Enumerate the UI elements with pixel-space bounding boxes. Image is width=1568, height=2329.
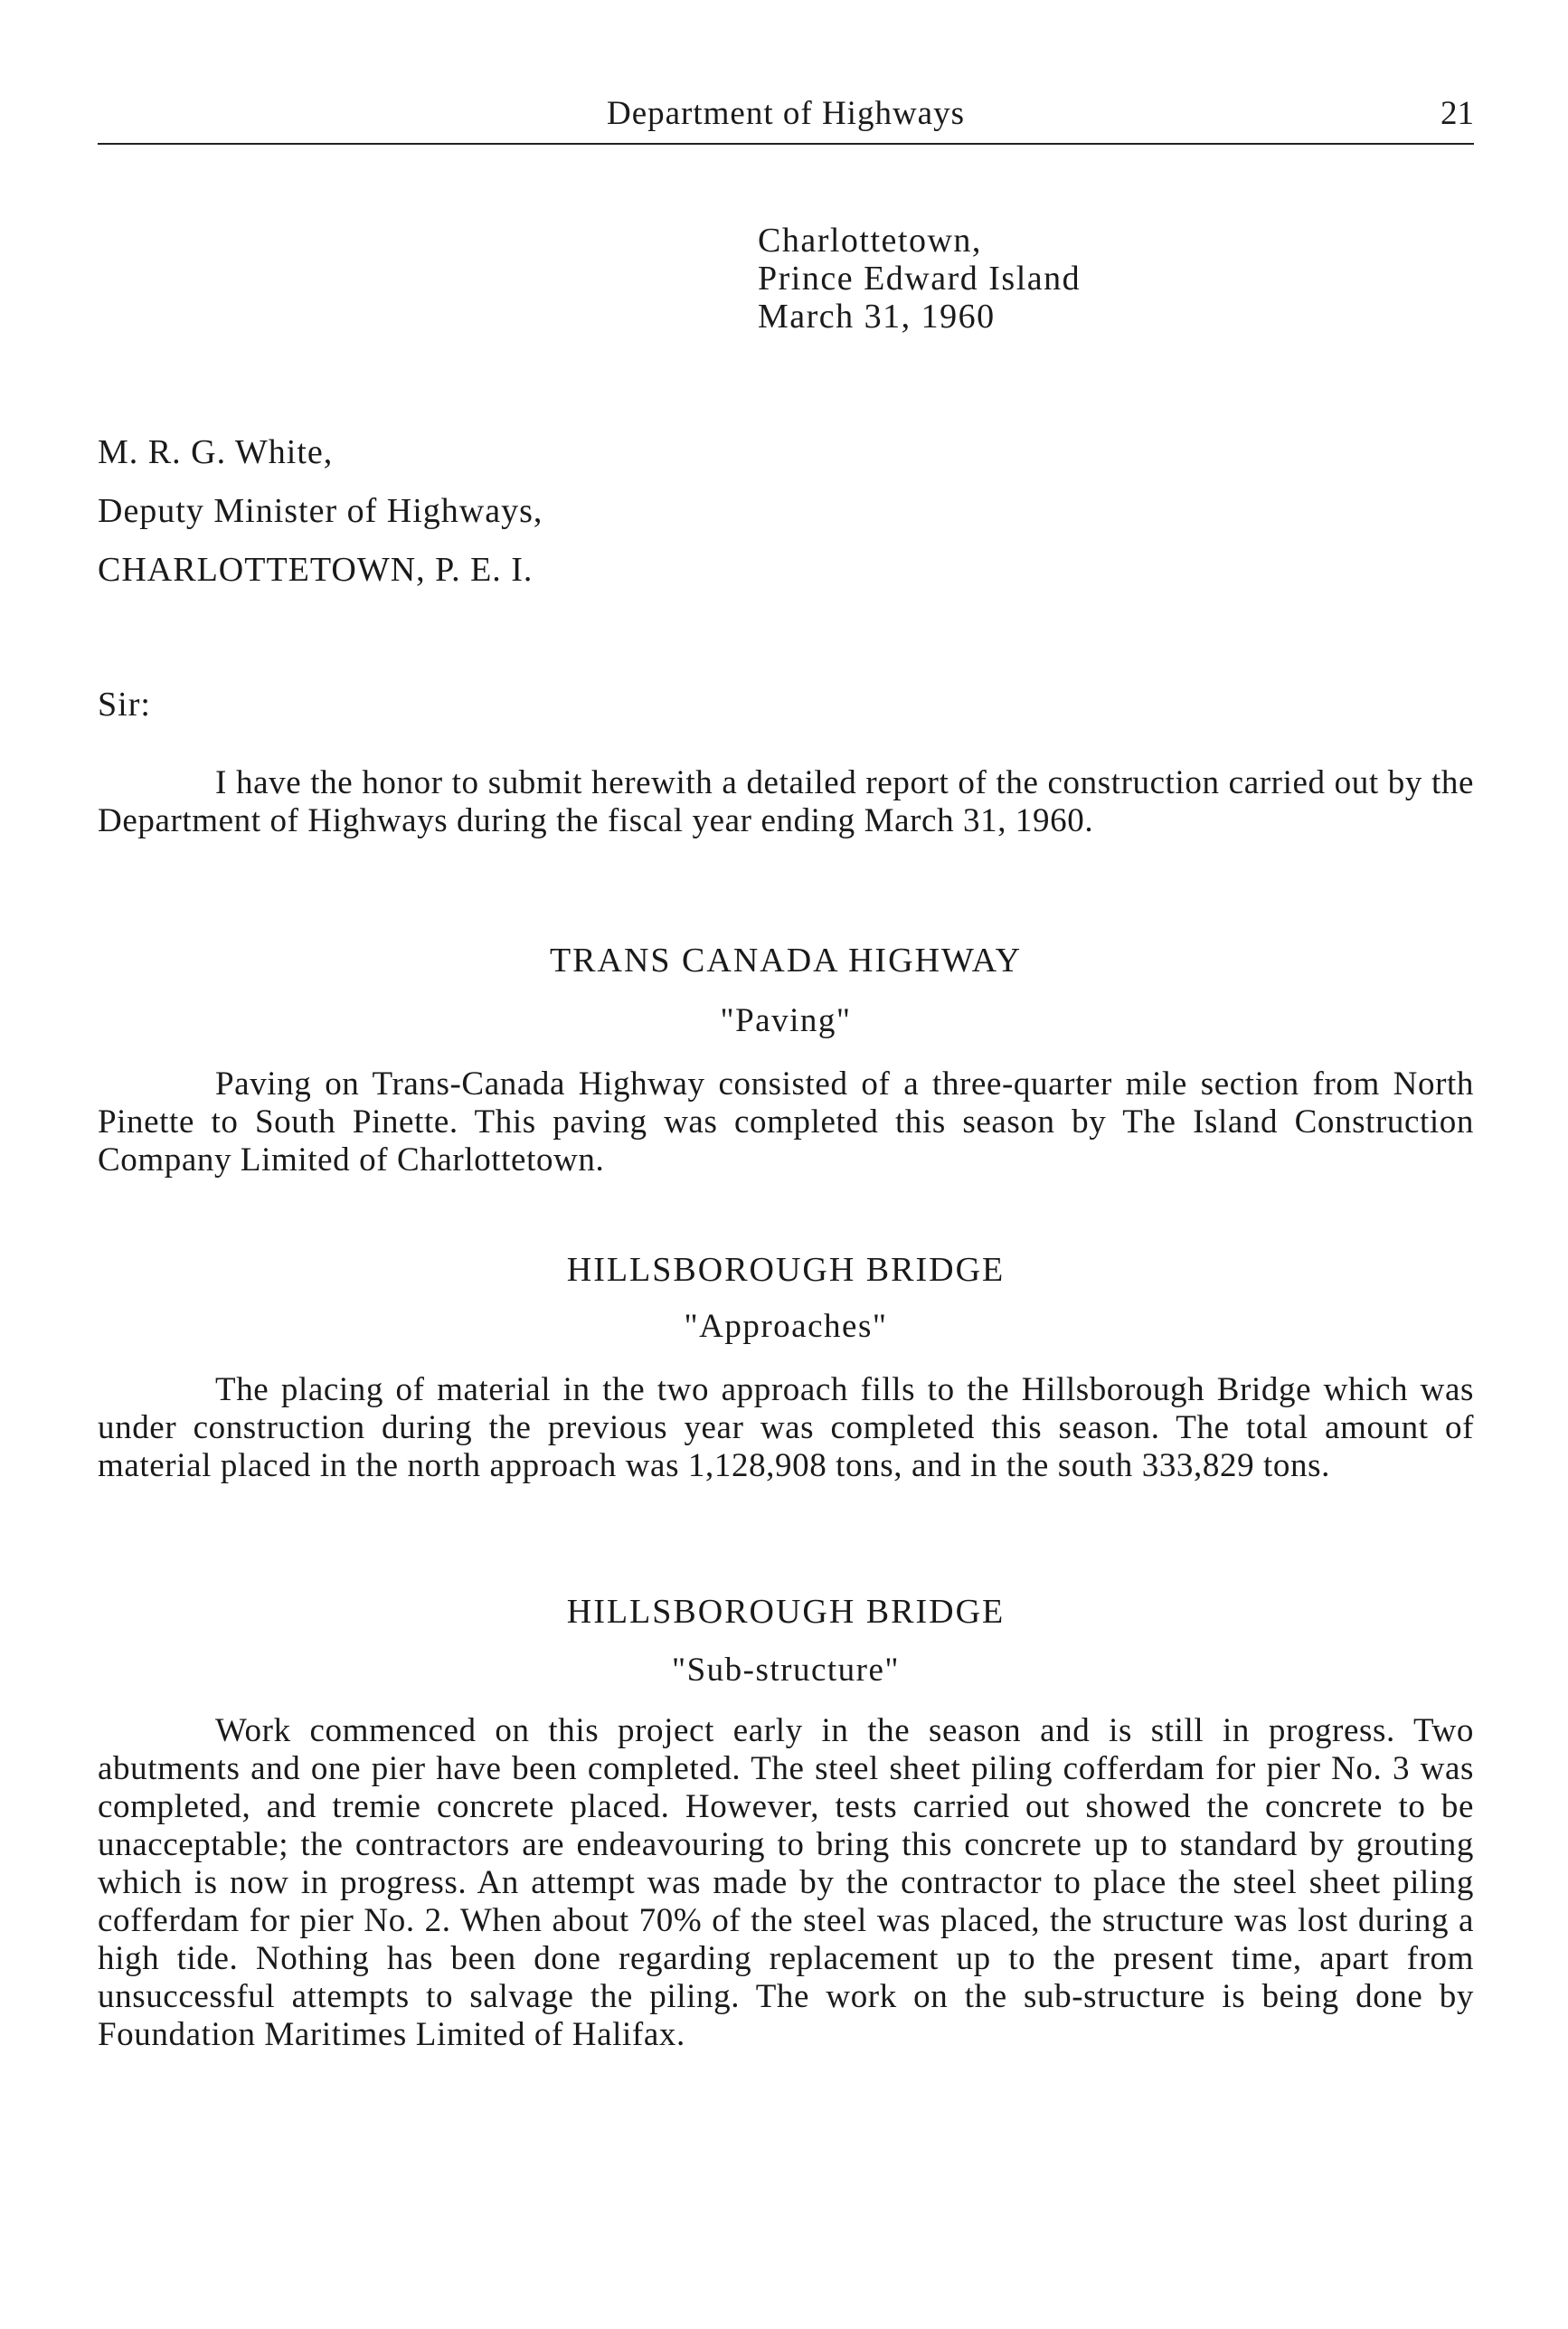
- addressee-title: Deputy Minister of Highways,: [98, 492, 543, 530]
- letter-date: March 31, 1960: [758, 298, 996, 336]
- paving-text: Paving on Trans-Canada Highway consisted of a three-quarter mile section from North Pinette to South Pinette. This paving was completed this season by The Island Construction Company Limited of Charlottetown.: [98, 1065, 1474, 1179]
- substructure-text: Work commenced on this project early in the season and is still in progress. Two abutments and one pier have been completed. The steel sheet piling cofferdam for pier No. 3 was completed, and tremie concrete placed. However, tests carried out showed the concrete to be unacceptable; the contractors are endeavouring to bring this concrete up to standard by grouting which is now in progress. An attempt was made by the contractor to place the steel sheet piling cofferdam for pier No. 2. When about 70% of the steel was placed, the structure was lost during a high tide. Nothing has been done regarding replacement up to the present time, apart from unsuccessful attempts to salvage the piling. The work on the sub-structure is being done by Foundation Maritimes Limited of Halifax.: [98, 1712, 1474, 2053]
- section-heading-hillsborough-substructure: HILLSBOROUGH BRIDGE: [566, 1593, 1006, 1631]
- section-subheading-substructure: "Sub-structure": [671, 1652, 901, 1689]
- addressee-name: M. R. G. White,: [98, 433, 334, 471]
- running-title: Department of Highways: [606, 95, 965, 132]
- addressee-block: [98, 423, 543, 600]
- place-line-city: Charlottetown,: [758, 222, 982, 260]
- approaches-text: The placing of material in the two approach fills to the Hillsborough Bridge which was under construction during the previous year was completed this season. The total amount of material placed in the north approach was 1,128,908 tons, and in the south 333,829 tons.: [98, 1371, 1474, 1484]
- addressee-location: CHARLOTTETOWN, P. E. I.: [98, 551, 534, 589]
- section-paragraph-paving: [98, 1065, 1474, 1179]
- running-header: [98, 89, 1474, 145]
- report-page: [98, 0, 1474, 2329]
- section-paragraph-approaches: [98, 1371, 1474, 1485]
- section-heading-trans-canada: TRANS CANADA HIGHWAY: [549, 942, 1023, 980]
- section-heading-hillsborough-approaches: HILLSBOROUGH BRIDGE: [566, 1251, 1006, 1289]
- section-paragraph-substructure: [98, 1712, 1474, 2054]
- intro-paragraph: [98, 764, 1474, 840]
- place-line-province: Prince Edward Island: [758, 260, 1082, 298]
- section-subheading-approaches: "Approaches": [684, 1308, 888, 1345]
- salutation: Sir:: [98, 686, 151, 724]
- letter-place-date: [758, 222, 1081, 336]
- page-number: 21: [1440, 95, 1474, 132]
- intro-text: I have the honor to submit herewith a detailed report of the construction carried out by the Department of Highways during the fiscal year ending March 31, 1960.: [98, 764, 1474, 839]
- section-subheading-paving: "Paving": [720, 1002, 852, 1039]
